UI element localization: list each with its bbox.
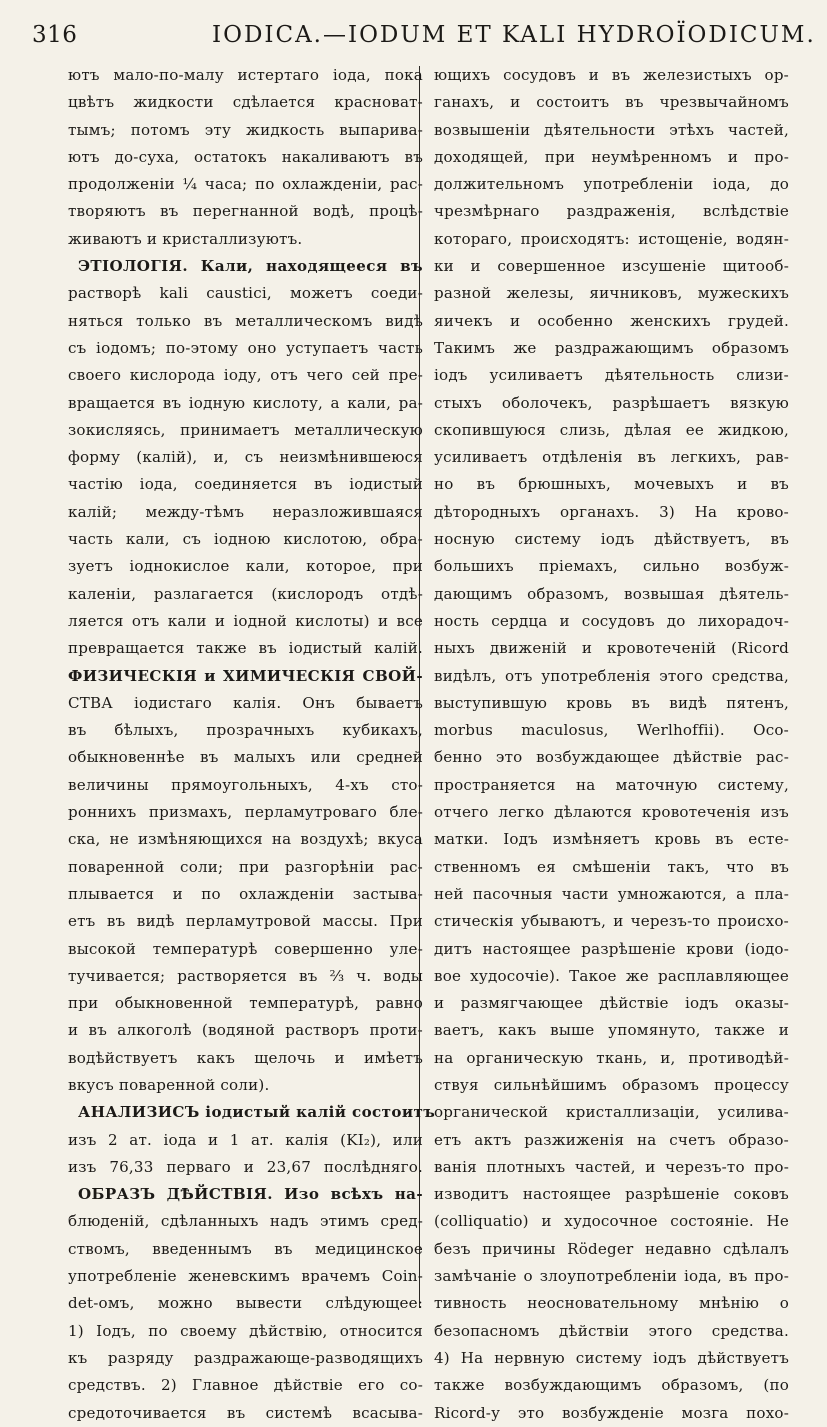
text-line: скопившуюся слизь, дѣлая ее жидкою, xyxy=(434,420,789,439)
text-line: къ разряду раздражающе-разводящихъ xyxy=(68,1348,423,1367)
text-line: няться только въ металлическомъ видѣ xyxy=(68,311,423,330)
text-line: бенно это возбуждающее дѣйствіе рас- xyxy=(434,748,789,767)
text-line: det-омъ, можно вывести слѣдующее: xyxy=(68,1294,423,1313)
text-line: растворѣ kali caustici, можетъ соеди- xyxy=(68,284,423,303)
text-line: (colliquatio) и худосочное состояніе. Не xyxy=(434,1212,789,1231)
text-line: съ іодомъ; по-этому оно уступаетъ часть xyxy=(68,338,423,357)
text-line: разной железы, яичниковъ, мужескихъ xyxy=(434,284,789,303)
text-line: morbus maculosus, Werlhoffii). Осо- xyxy=(434,721,789,740)
text-line: должительномъ употребленіи іода, до xyxy=(434,175,789,194)
text-line: зуетъ іоднокислое кали, которое, при xyxy=(68,557,423,576)
section-heading-properties: ФИЗИЧЕСКІЯ и ХИМИЧЕСКІЯ СВОЙ- xyxy=(68,666,423,685)
text-line: ность сердца и сосудовъ до лихорадоч- xyxy=(434,611,789,630)
text-line: каленіи, разлагается (кислородъ отдѣ- xyxy=(68,584,423,603)
text-line: ванія плотныхъ частей, и черезъ-то про- xyxy=(434,1157,789,1176)
text-line: ляется отъ кали и іодной кислоты) и все xyxy=(68,611,423,630)
text-line: замѣчаніе о злоупотребленіи іода, въ про- xyxy=(434,1267,789,1286)
text-line: творяютъ въ перегнанной водѣ, процѣ- xyxy=(68,202,423,221)
text-line: пространяется на маточную систему, xyxy=(434,775,789,794)
text-line: обыкновеннѣе въ малыхъ или средней xyxy=(68,748,423,767)
running-title: IODICA.—IODUM ET KALI HYDROÏODICUM. xyxy=(212,22,816,48)
text-line: дитъ настоящее разрѣшеніе крови (іодо- xyxy=(434,939,789,958)
text-line: доходящей, при неумѣренномъ и про- xyxy=(434,147,789,166)
text-line: цвѣтъ жидкости сдѣлается красноват- xyxy=(68,93,423,112)
text-line: вращается въ іодную кислоту, а кали, ра- xyxy=(68,393,423,412)
text-line: ютъ мало-по-малу истертаго іода, пока xyxy=(68,66,423,84)
text-line: возвышеніи дѣятельности этѣхъ частей, xyxy=(434,120,789,139)
left-column xyxy=(68,62,436,1427)
text-line: блюденій, сдѣланныхъ надъ этимъ сред- xyxy=(68,1212,423,1231)
text-line: вкусъ поваренной соли). xyxy=(68,1075,270,1094)
text-line: безопасномъ дѣйствіи этого средства. xyxy=(434,1321,789,1340)
text-line: етъ актъ разжиженія на счетъ образо- xyxy=(434,1130,789,1149)
text-line: но въ брюшныхъ, мочевыхъ и въ xyxy=(434,475,789,494)
text-line: отчего легко дѣлаются кровотеченія изъ xyxy=(434,803,789,822)
text-line: часть кали, съ іодною кислотою, обра- xyxy=(68,530,423,549)
text-line: употребленіе женевскимъ врачемъ Coin- xyxy=(68,1267,423,1286)
text-line: ныхъ движеній и кровотеченій (Ricord xyxy=(434,639,789,658)
text-line: безъ причины Rödeger недавно сдѣлалъ xyxy=(434,1239,789,1258)
text-line: въ бѣлыхъ, прозрачныхъ кубикахъ, xyxy=(68,721,423,740)
text-line: своего кислорода іоду, отъ чего сей пре- xyxy=(68,366,423,385)
text-line: изъ 76,33 перваго и 23,67 послѣдняго. xyxy=(68,1157,423,1176)
text-line: выступившую кровь въ видѣ пятенъ, xyxy=(434,693,789,712)
text-line: при обыкновенной температурѣ, равно xyxy=(68,994,423,1013)
text-line: іодъ усиливаетъ дѣятельность слизи- xyxy=(434,366,789,385)
text-line: ственномъ ея смѣшеніи такъ, что въ xyxy=(434,857,789,876)
text-line: вое худосочіе). Такое же расплавляющее xyxy=(434,966,789,985)
text-line: и размягчающее дѣйствіе іодъ оказы- xyxy=(434,994,789,1013)
text-line: стыхъ оболочекъ, разрѣшаетъ вязкую xyxy=(434,393,789,412)
text-line: 1) Іодъ, по своему дѣйствію, относится xyxy=(68,1321,423,1340)
page-header xyxy=(32,22,816,52)
text-line: изъ 2 ат. іода и 1 ат. калія (KI₂), или xyxy=(68,1130,423,1149)
text-line: ней пасочныя части умножаются, а пла- xyxy=(434,884,789,903)
text-line: величины прямоугольныхъ, 4-хъ сто- xyxy=(68,775,423,794)
text-line: матки. Іодъ измѣняетъ кровь въ есте- xyxy=(434,830,789,849)
text-line: ютъ до-суха, остатокъ накаливаютъ въ xyxy=(68,147,423,166)
text-line: зокисляясь, принимаетъ металлическую xyxy=(68,420,423,439)
text-line: ки и совершенное изсушеніе щитооб- xyxy=(434,257,789,276)
text-line: большихъ пріемахъ, сильно возбуж- xyxy=(434,557,789,576)
text-line: тивность неосновательному мнѣнію о xyxy=(434,1294,789,1313)
text-line: ваетъ, какъ выше упомянуто, также и xyxy=(434,1021,789,1040)
text-line: изводитъ настоящее разрѣшеніе соковъ xyxy=(434,1185,789,1204)
text-line: СТВА іодистаго калія. Онъ бываетъ xyxy=(68,693,423,712)
text-line: ющихъ сосудовъ и въ железистыхъ ор- xyxy=(434,66,789,84)
text-line: частію іода, соединяется въ іодистый xyxy=(68,475,423,494)
text-line: продолженіи ¼ часа; по охлажденіи, рас- xyxy=(68,175,423,194)
text-line: усиливаетъ отдѣленія въ легкихъ, рав- xyxy=(434,448,789,467)
text-line: ствомъ, введеннымъ въ медицинское xyxy=(68,1239,423,1258)
text-line: яичекъ и особенно женскихъ грудей. xyxy=(434,311,789,330)
text-line: стическія убываютъ, и черезъ-то происхо- xyxy=(434,912,789,931)
page-number: 316 xyxy=(32,22,78,48)
text-line: ганахъ, и состоитъ въ чрезвычайномъ xyxy=(434,93,789,112)
text-line: плывается и по охлажденіи застыва- xyxy=(68,884,423,903)
text-line: дающимъ образомъ, возвышая дѣятель- xyxy=(434,584,789,603)
text-line: средствъ. 2) Главное дѣйствіе его со- xyxy=(68,1376,423,1395)
text-line: етъ въ видѣ перламутровой массы. При xyxy=(68,912,423,931)
text-line: средоточивается въ системѣ всасыва- xyxy=(68,1403,423,1422)
section-heading-action: ОБРАЗЪ ДѢЙСТВІЯ. Изо всѣхъ на- xyxy=(78,1185,423,1204)
text-line: носную систему іодъ дѣйствуетъ, въ xyxy=(434,530,789,549)
text-line: и въ алкоголѣ (водяной растворъ проти- xyxy=(68,1021,423,1040)
text-line: видѣлъ, отъ употребленія этого средства, xyxy=(434,666,789,685)
text-line: высокой температурѣ совершенно уле- xyxy=(68,939,423,958)
text-line: Ricord-у это возбужденіе мозга похо- xyxy=(434,1403,789,1422)
text-line: Такимъ же раздражающимъ образомъ xyxy=(434,338,789,357)
text-line: калій; между-тѣмъ неразложившаяся xyxy=(68,502,423,521)
text-line: живаютъ и кристаллизуютъ. xyxy=(68,229,303,248)
text-line: котораго, происходятъ: истощеніе, водян- xyxy=(434,229,789,248)
text-line: органической кристаллизаціи, усилива- xyxy=(434,1103,789,1122)
text-line: тымъ; потомъ эту жидкость выпарива- xyxy=(68,120,423,139)
text-line: превращается также въ іодистый калій. xyxy=(68,639,423,658)
text-line: ствуя сильнѣйшимъ образомъ процессу xyxy=(434,1075,789,1094)
section-heading-etiology: ЭТІОЛОГІЯ. Кали, находящееся въ xyxy=(78,257,423,276)
text-line: на органическую ткань, и, противодѣй- xyxy=(434,1048,789,1067)
text-line: поваренной соли; при разгорѣніи рас- xyxy=(68,857,423,876)
text-line: водѣйствуетъ какъ щелочь и имѣетъ xyxy=(68,1048,423,1067)
text-line: тучивается; растворяется въ ⅔ ч. воды xyxy=(68,966,423,985)
right-column xyxy=(434,62,789,1427)
text-line: также возбуждающимъ образомъ, (по xyxy=(434,1376,789,1395)
text-line: дѣтородныхъ органахъ. 3) На крово- xyxy=(434,502,789,521)
text-line: форму (калій), и, съ неизмѣнившеюся xyxy=(68,448,423,467)
text-line: роннихъ призмахъ, перламутроваго бле- xyxy=(68,803,423,822)
text-line: ска, не измѣняющихся на воздухѣ; вкуса xyxy=(68,830,423,849)
text-line: 4) На нервную систему іодъ дѣйствуетъ xyxy=(434,1348,789,1367)
section-heading-analysis: АНАЛИЗИСЪ іодистый калій состоитъ xyxy=(78,1103,436,1122)
text-line: чрезмѣрнаго раздраженія, вслѣдствіе xyxy=(434,202,789,221)
